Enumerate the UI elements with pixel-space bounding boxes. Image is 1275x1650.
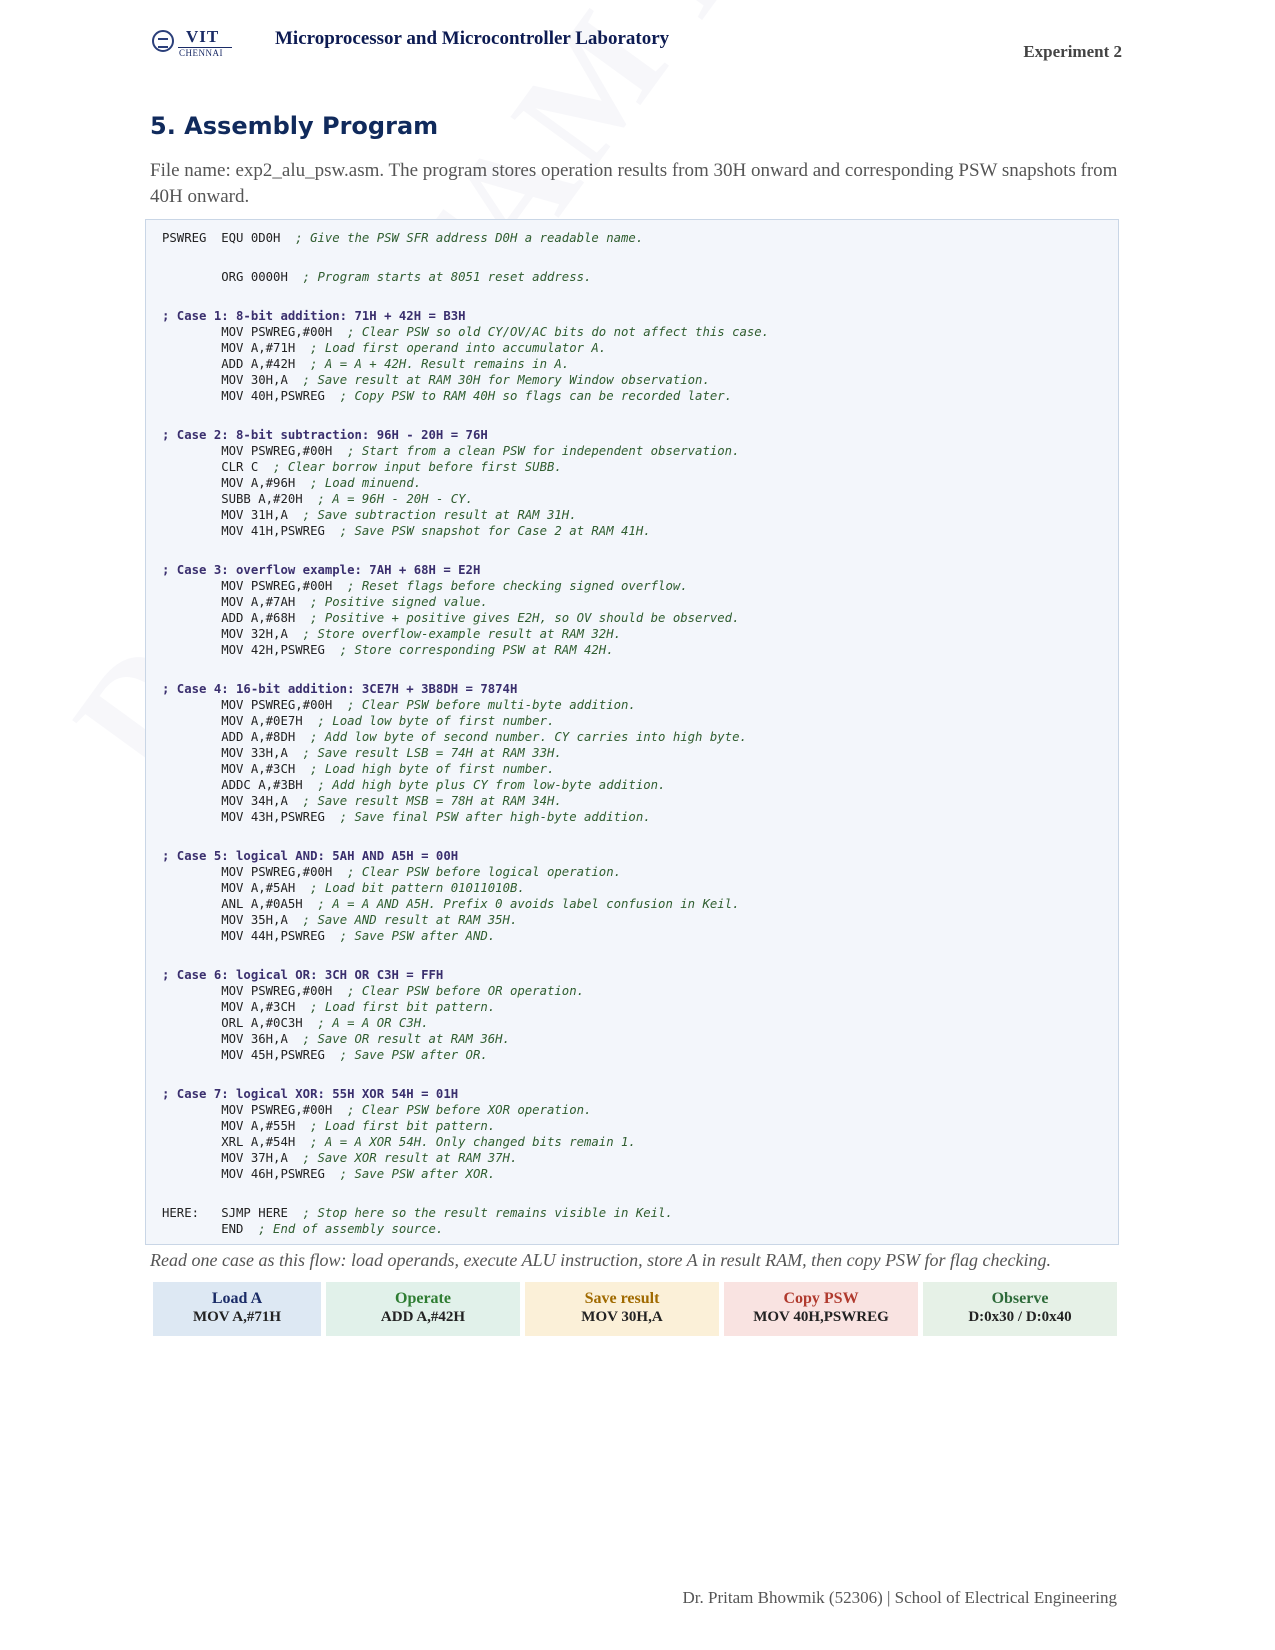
code-comment: ; Give the PSW SFR address D0H a readable name.: [295, 231, 644, 245]
code-line: [162, 340, 1102, 356]
code-comment: ; Load low byte of first number.: [317, 714, 555, 728]
code-instruction: MOV 44H,PSWREG: [162, 929, 340, 943]
code-comment: ; Save AND result at RAM 35H.: [302, 913, 518, 927]
flow-step-code: MOV 30H,A: [581, 1309, 663, 1325]
code-instruction: MOV 34H,A: [162, 794, 303, 808]
logo-subtext: CHENNAI: [179, 48, 223, 58]
flow-step-code: ADD A,#42H: [380, 1309, 466, 1325]
code-comment: ; Program starts at 8051 reset address.: [302, 270, 592, 284]
code-instruction: END: [162, 1222, 259, 1236]
flow-step-title: Load A: [211, 1290, 263, 1307]
code-instruction: MOV 43H,PSWREG: [162, 810, 340, 824]
code-instruction: MOV 42H,PSWREG: [162, 643, 340, 657]
code-instruction: MOV 37H,A: [162, 1151, 303, 1165]
case-header: ; Case 3: overflow example: 7AH + 68H = E2H: [162, 563, 481, 577]
flow-step-title: Observe: [991, 1290, 1049, 1307]
code-comment: ; Save final PSW after high-byte addition.: [339, 810, 651, 824]
code-comment: ; Clear borrow input before first SUBB.: [273, 460, 562, 474]
code-comment: ; Save PSW after AND.: [339, 929, 496, 943]
code-line: [162, 594, 1102, 610]
code-comment: ; Add low byte of second number. CY carries into high byte.: [310, 730, 747, 744]
code-line: [162, 269, 1102, 285]
code-instruction: MOV 46H,PSWREG: [162, 1167, 340, 1181]
code-instruction: MOV PSWREG,#00H: [162, 1103, 348, 1117]
flow-step-title: Operate: [395, 1290, 451, 1307]
intro-paragraph: File name: exp2_alu_psw.asm. The program stores operation results from 30H onward and corresponding PSW snapshots from 40H onward.: [150, 160, 1118, 207]
code-comment: ; Load first operand into accumulator A.: [310, 341, 607, 355]
case-header: ; Case 5: logical AND: 5AH AND A5H = 00H: [162, 849, 459, 863]
code-comment: ; Reset flags before checking signed overflow.: [347, 579, 688, 593]
case-header: ; Case 6: logical OR: 3CH OR C3H = FFH: [162, 968, 444, 982]
code-line: [162, 507, 1102, 523]
code-line: [162, 642, 1102, 658]
code-comment: ; Clear PSW before XOR operation.: [347, 1103, 592, 1117]
blank-line: [162, 1182, 1102, 1205]
flow-step-load: [153, 1282, 321, 1336]
code-line: [162, 793, 1102, 809]
case-header: ; Case 2: 8-bit subtraction: 96H - 20H = 76H: [162, 428, 488, 442]
code-instruction: ADDC A,#3BH: [162, 778, 318, 792]
code-line: [162, 1031, 1102, 1047]
code-line: [162, 999, 1102, 1015]
blank-line: [162, 539, 1102, 562]
code-instruction: MOV PSWREG,#00H: [162, 579, 348, 593]
code-line: [162, 1134, 1102, 1150]
flow-step-operate: [326, 1282, 520, 1336]
blank-line: [162, 825, 1102, 848]
code-instruction: MOV PSWREG,#00H: [162, 325, 348, 339]
section-title: 5. Assembly Program: [150, 112, 439, 140]
code-comment: ; End of assembly source.: [258, 1222, 444, 1236]
code-comment: ; Load minuend.: [310, 476, 422, 490]
code-line: [162, 713, 1102, 729]
code-instruction: MOV A,#71H: [162, 341, 311, 355]
blank-line: [162, 658, 1102, 681]
code-line: [162, 610, 1102, 626]
code-line: [162, 443, 1102, 459]
code-comment: ; Store corresponding PSW at RAM 42H.: [339, 643, 614, 657]
code-line: [162, 1102, 1102, 1118]
code-comment: ; Load first bit pattern.: [310, 1000, 496, 1014]
code-line: [162, 983, 1102, 999]
code-line: [162, 1047, 1102, 1063]
code-comment: ; Save PSW after XOR.: [339, 1167, 496, 1181]
code-line: [162, 777, 1102, 793]
code-comment: ; Save OR result at RAM 36H.: [302, 1032, 510, 1046]
code-line: [162, 324, 1102, 340]
code-comment: ; Save PSW snapshot for Case 2 at RAM 41H.: [339, 524, 651, 538]
code-line: [162, 578, 1102, 594]
code-comment: ; Clear PSW before logical operation.: [347, 865, 622, 879]
code-instruction: ADD A,#8DH: [162, 730, 311, 744]
vit-logo: [152, 28, 232, 58]
code-instruction: XRL A,#54H: [162, 1135, 311, 1149]
code-instruction: MOV 30H,A: [162, 373, 303, 387]
code-line: [162, 809, 1102, 825]
code-instruction: MOV A,#96H: [162, 476, 311, 490]
code-instruction: PSWREG EQU 0D0H: [162, 231, 296, 245]
page-footer: Dr. Pritam Bhowmik (52306) | School of Electrical Engineering: [682, 1588, 1117, 1607]
code-line: [162, 761, 1102, 777]
code-line: [162, 523, 1102, 539]
code-comment: ; Copy PSW to RAM 40H so flags can be recorded later.: [339, 389, 733, 403]
code-comment: ; Save subtraction result at RAM 31H.: [302, 508, 577, 522]
case-header: ; Case 4: 16-bit addition: 3CE7H + 3B8DH = 7874H: [162, 682, 518, 696]
code-instruction: MOV A,#55H: [162, 1119, 311, 1133]
case-header: ; Case 7: logical XOR: 55H XOR 54H = 01H: [162, 1087, 459, 1101]
code-instruction: HERE: SJMP HERE: [162, 1206, 303, 1220]
code-line: [162, 880, 1102, 896]
code-comment: ; Save result at RAM 30H for Memory Window observation.: [302, 373, 710, 387]
flow-step-title: Copy PSW: [783, 1290, 859, 1307]
code-line: [162, 729, 1102, 745]
code-instruction: ANL A,#0A5H: [162, 897, 318, 911]
flow-caption: Read one case as this flow: load operands, execute ALU instruction, store A in result RAM, then copy PSW for flag checking.: [150, 1250, 1052, 1270]
flow-step-save: [525, 1282, 719, 1336]
code-instruction: MOV 35H,A: [162, 913, 303, 927]
blank-line: [162, 246, 1102, 269]
code-instruction: ORL A,#0C3H: [162, 1016, 318, 1030]
code-instruction: MOV 41H,PSWREG: [162, 524, 340, 538]
lab-title: Microprocessor and Microcontroller Laboratory: [275, 28, 670, 49]
code-line: [162, 626, 1102, 642]
code-instruction: MOV 31H,A: [162, 508, 303, 522]
code-line: [162, 1221, 1102, 1237]
code-line: [162, 230, 1102, 246]
code-instruction: CLR C: [162, 460, 274, 474]
code-instruction: MOV 32H,A: [162, 627, 303, 641]
code-instruction: MOV 45H,PSWREG: [162, 1048, 340, 1062]
code-line: [162, 1150, 1102, 1166]
code-comment: ; Save result LSB = 74H at RAM 33H.: [302, 746, 562, 760]
flow-step-code: MOV 40H,PSWREG: [753, 1309, 889, 1325]
code-listing: [145, 219, 1119, 1245]
code-comment: ; Stop here so the result remains visible in Keil.: [302, 1206, 673, 1220]
code-instruction: MOV PSWREG,#00H: [162, 698, 348, 712]
code-line: [162, 356, 1102, 372]
emblem-icon: [152, 30, 174, 52]
code-line: [162, 475, 1102, 491]
code-instruction: MOV 33H,A: [162, 746, 303, 760]
code-instruction: MOV A,#5AH: [162, 881, 311, 895]
flow-step-code: MOV A,#71H: [192, 1309, 282, 1325]
code-line: [162, 1166, 1102, 1182]
code-line: [162, 928, 1102, 944]
code-line: [162, 864, 1102, 880]
experiment-label: Experiment 2: [1023, 42, 1122, 61]
code-instruction: MOV PSWREG,#00H: [162, 984, 348, 998]
code-comment: ; A = 96H - 20H - CY.: [317, 492, 473, 506]
code-instruction: MOV PSWREG,#00H: [162, 865, 348, 879]
code-line: [162, 1118, 1102, 1134]
flow-step-observe: [923, 1282, 1117, 1336]
blank-line: [162, 285, 1102, 308]
case-header: ; Case 1: 8-bit addition: 71H + 42H = B3H: [162, 309, 466, 323]
code-instruction: ADD A,#68H: [162, 611, 311, 625]
code-comment: ; Add high byte plus CY from low-byte addition.: [317, 778, 666, 792]
code-line: [162, 697, 1102, 713]
code-comment: ; Save XOR result at RAM 37H.: [302, 1151, 518, 1165]
code-comment: ; Store overflow-example result at RAM 32H.: [302, 627, 622, 641]
code-comment: ; Load first bit pattern.: [310, 1119, 496, 1133]
code-line: [162, 491, 1102, 507]
code-line: [162, 459, 1102, 475]
code-instruction: ORG 0000H: [162, 270, 303, 284]
flow-step-title: Save result: [584, 1290, 660, 1307]
code-comment: ; Load high byte of first number.: [310, 762, 555, 776]
blank-line: [162, 404, 1102, 427]
code-line: [162, 1015, 1102, 1031]
code-line: [162, 1205, 1102, 1221]
code-line: [162, 745, 1102, 761]
code-instruction: MOV A,#0E7H: [162, 714, 318, 728]
code-instruction: MOV A,#7AH: [162, 595, 311, 609]
code-comment: ; A = A + 42H. Result remains in A.: [310, 357, 570, 371]
code-instruction: MOV 36H,A: [162, 1032, 303, 1046]
flow-step-copy: [724, 1282, 918, 1336]
code-comment: ; Load bit pattern 01011010B.: [310, 881, 525, 895]
code-comment: ; Save PSW after OR.: [339, 1048, 488, 1062]
code-comment: ; Positive + positive gives E2H, so OV should be observed.: [310, 611, 740, 625]
code-line: [162, 372, 1102, 388]
logo-text: VIT: [186, 27, 220, 46]
code-instruction: ADD A,#42H: [162, 357, 311, 371]
code-comment: ; Positive signed value.: [310, 595, 488, 609]
code-instruction: MOV A,#3CH: [162, 1000, 311, 1014]
code-instruction: MOV A,#3CH: [162, 762, 311, 776]
code-instruction: MOV PSWREG,#00H: [162, 444, 348, 458]
code-instruction: SUBB A,#20H: [162, 492, 318, 506]
code-line: [162, 388, 1102, 404]
code-comment: ; A = A AND A5H. Prefix 0 avoids label confusion in Keil.: [317, 897, 740, 911]
code-comment: ; Save result MSB = 78H at RAM 34H.: [302, 794, 562, 808]
code-comment: ; A = A XOR 54H. Only changed bits remain 1.: [310, 1135, 636, 1149]
code-instruction: MOV 40H,PSWREG: [162, 389, 340, 403]
flow-step-code: D:0x30 / D:0x40: [968, 1309, 1072, 1325]
code-comment: ; Clear PSW before OR operation.: [347, 984, 585, 998]
code-line: [162, 912, 1102, 928]
code-line: [162, 896, 1102, 912]
blank-line: [162, 1063, 1102, 1086]
code-comment: ; Start from a clean PSW for independent observation.: [347, 444, 740, 458]
code-comment: ; Clear PSW so old CY/OV/AC bits do not affect this case.: [347, 325, 770, 339]
code-comment: ; Clear PSW before multi-byte addition.: [347, 698, 636, 712]
blank-line: [162, 944, 1102, 967]
code-comment: ; A = A OR C3H.: [317, 1016, 429, 1030]
